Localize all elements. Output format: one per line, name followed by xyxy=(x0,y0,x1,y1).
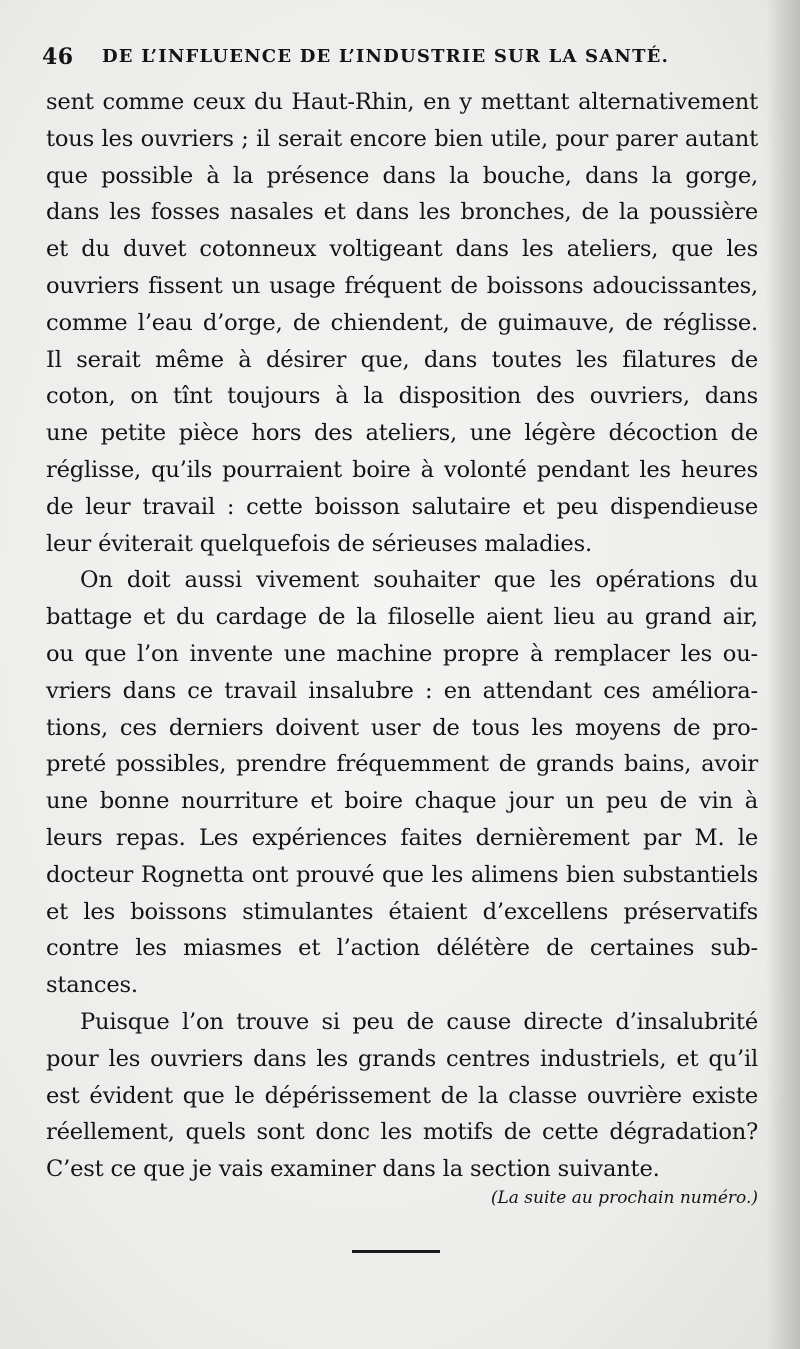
page-gutter-shadow xyxy=(766,0,800,1349)
text-line: ouvriers fissent un usage fréquent de boissons adoucissantes, xyxy=(46,272,758,299)
text-line: coton, on tînt toujours à la disposition des ouvriers, dans xyxy=(46,383,758,410)
continuation-note: (La suite au prochain numéro.) xyxy=(490,1188,758,1208)
text-line: ou que l’on invente une machine propre à remplacer les ou- xyxy=(46,640,758,667)
text-line: tions, ces derniers doivent user de tous les moyens de pro- xyxy=(46,714,758,741)
text-line: et du duvet cotonneux voltigeant dans les ateliers, que les xyxy=(46,236,758,263)
paragraph-start-line: Puisque l’on trouve si peu de cause directe d’insalubrité xyxy=(80,1008,758,1035)
text-line: réglisse, qu’ils pourraient boire à volonté pendant les heures xyxy=(46,456,758,483)
text-line: leur éviterait quelquefois de sérieuses maladies. xyxy=(46,530,592,557)
text-line: docteur Rognetta ont prouvé que les alimens bien substantiels xyxy=(46,861,758,888)
text-line: battage et du cardage de la filoselle aient lieu au grand air, xyxy=(46,604,758,631)
text-line: réellement, quels sont donc les motifs de cette dégradation? xyxy=(46,1119,758,1146)
page-header xyxy=(42,44,762,74)
text-line: stances. xyxy=(46,972,138,999)
text-line: leurs repas. Les expériences faites dernièrement par M. le xyxy=(46,824,758,851)
text-line: tous les ouvriers ; il serait encore bien utile, pour parer autant xyxy=(46,125,758,152)
paragraph-start-line: On doit aussi vivement souhaiter que les opérations du xyxy=(80,567,758,594)
body-text xyxy=(46,84,758,1188)
text-line: et les boissons stimulantes étaient d’excellens préservatifs xyxy=(46,898,758,925)
text-line: pour les ouvriers dans les grands centres industriels, et qu’il xyxy=(46,1045,758,1072)
text-line: Il serait même à désirer que, dans toutes les filatures de xyxy=(46,346,758,373)
text-line: contre les miasmes et l’action délétère de certaines sub- xyxy=(46,935,758,962)
text-line: vriers dans ce travail insalubre : en attendant ces améliora- xyxy=(46,677,758,704)
end-rule xyxy=(352,1250,440,1253)
text-line: de leur travail : cette boisson salutaire et peu dispendieuse xyxy=(46,493,758,520)
text-line: C’est ce que je vais examiner dans la section suivante. xyxy=(46,1156,660,1183)
text-line: que possible à la présence dans la bouche, dans la gorge, xyxy=(46,162,758,189)
running-head: DE L’INFLUENCE DE L’INDUSTRIE SUR LA SANTÉ. xyxy=(102,46,670,67)
text-line: sent comme ceux du Haut-Rhin, en y mettant alternativement xyxy=(46,89,758,115)
text-line: comme l’eau d’orge, de chiendent, de guimauve, de réglisse. xyxy=(46,309,758,336)
text-line: preté possibles, prendre fréquemment de grands bains, avoir xyxy=(46,751,758,778)
text-line: une bonne nourriture et boire chaque jour un peu de vin à xyxy=(46,788,758,815)
text-line: est évident que le dépérissement de la classe ouvrière existe xyxy=(46,1082,758,1109)
text-line: dans les fosses nasales et dans les bronches, de la poussière xyxy=(46,199,758,226)
text-line: une petite pièce hors des ateliers, une légère décoction de xyxy=(46,420,758,447)
page-number: 46 xyxy=(42,44,74,70)
